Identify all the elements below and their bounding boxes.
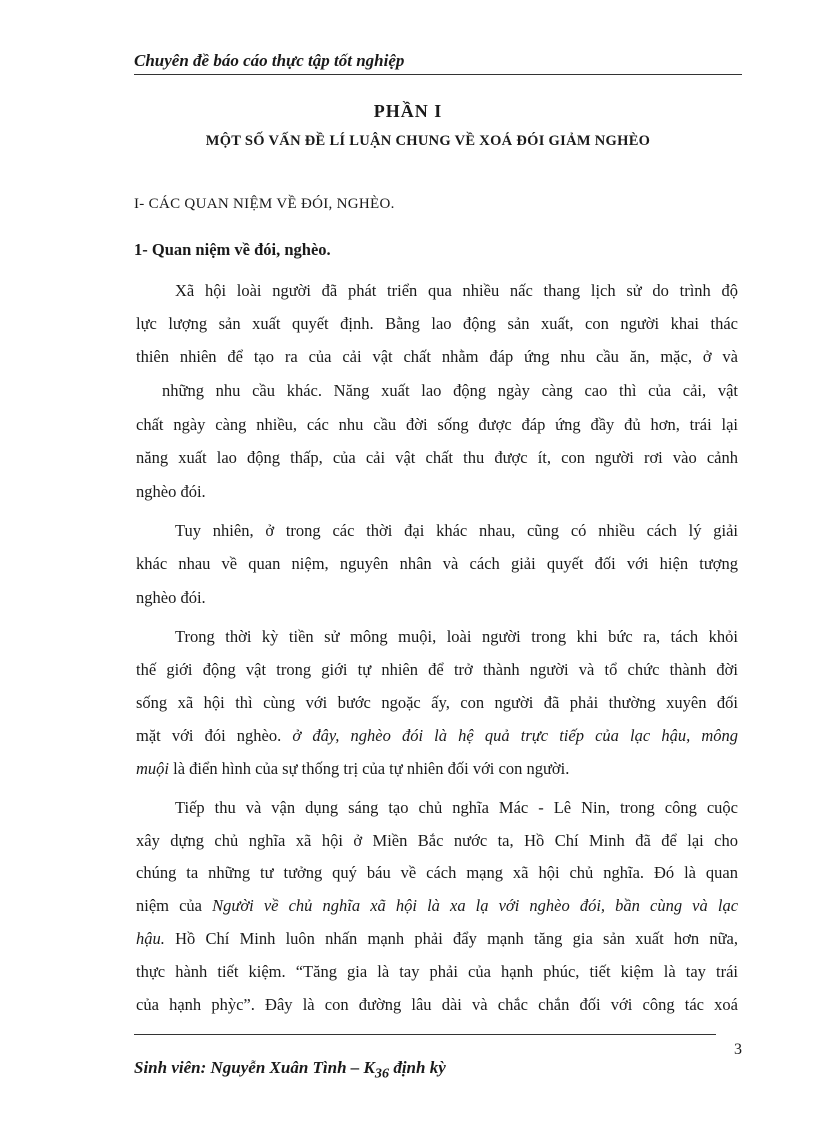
header-title: Chuyên đề báo cáo thực tập tốt nghiệp — [134, 51, 405, 70]
footer-class-subscript: 36 — [374, 1065, 390, 1082]
italic-text-run: ở đây, nghèo đói là hệ quả trực tiếp của lạc hậu, mông — [292, 726, 738, 745]
paragraph-line: lực lượng sản xuất quyết định. Bằng lao động sản xuất, con người khai thác — [136, 314, 738, 333]
footer-author: Sinh viên: Nguyễn Xuân Tình – K — [134, 1058, 375, 1077]
paragraph-line — [136, 928, 738, 950]
page-footer — [134, 1058, 446, 1082]
paragraph-line — [136, 895, 738, 917]
paragraph-line — [136, 758, 738, 780]
paragraph-line: thiên nhiên để tạo ra của cải vật chất nhằm đáp ứng nhu cầu ăn, mặc, ở và — [136, 347, 738, 366]
italic-text-run: muội — [136, 759, 169, 778]
paragraph-line: khác nhau về quan niệm, nguyên nhân và cách giải quyết đối với hiện tượng — [136, 554, 738, 573]
paragraph-line: xây dựng chủ nghĩa xã hội ở Miền Bắc nước ta, Hồ Chí Minh đã để lại cho — [136, 831, 738, 850]
page-header — [134, 50, 742, 75]
footer-divider — [134, 1034, 716, 1035]
paragraph-line: thế giới động vật trong giới tự nhiên để trở thành người và tổ chức thành đời — [136, 660, 738, 679]
text-run: Hồ Chí Minh luôn nhấn mạnh phải đẩy mạnh tăng gia sản xuất hơn nữa, — [175, 929, 738, 948]
paragraph-line: Xã hội loài người đã phát triển qua nhiều nấc thang lịch sử do trình độ — [175, 281, 738, 300]
text-run: mặt với đói nghèo. — [136, 726, 282, 745]
part-title: PHẦN I — [373, 101, 443, 121]
paragraph-line: Tuy nhiên, ở trong các thời đại khác nhau, cũng có nhiều cách lý giải — [175, 521, 738, 540]
paragraph-line: năng xuất lao động thấp, của cải vật chất thu được ít, con người rơi vào cảnh — [136, 448, 738, 467]
paragraph-line — [136, 725, 738, 747]
italic-text-run: Người về chủ nghĩa xã hội là xa lạ với nghèo đói, bần cùng và lạc — [212, 896, 739, 915]
paragraph-line: thực hành tiết kiệm. “Tăng gia là tay phải của hạnh phúc, tiết kiệm là tay trái — [136, 962, 738, 981]
text-run: niệm của — [136, 896, 202, 915]
paragraph-line: những nhu cầu khác. Năng xuất lao động ngày càng cao thì của cải, vật — [162, 381, 738, 400]
page-number: 3 — [734, 1041, 742, 1058]
chapter-title: MỘT SỐ VẤN ĐỀ LÍ LUẬN CHUNG VỀ XOÁ ĐÓI GIẢM NGHÈO — [205, 133, 651, 149]
text-run: là điển hình của sự thống trị của tự nhiên đối với con người. — [173, 759, 570, 778]
section-heading: I- CÁC QUAN NIỆM VỀ ĐÓI, NGHÈO. — [134, 196, 395, 212]
paragraph-line: chúng ta những tư tưởng quý báu về cách mạng xã hội chủ nghĩa. Đó là quan — [136, 863, 738, 882]
paragraph-line: Tiếp thu và vận dụng sáng tạo chủ nghĩa Mác - Lê Nin, trong công cuộc — [175, 798, 738, 817]
footer-class-suffix: định kỳ — [389, 1058, 446, 1077]
paragraph-line: sống xã hội thì cùng với bước ngoặc ấy, con người đã phải thường xuyên đối — [136, 693, 738, 712]
sub-heading: 1- Quan niệm về đói, nghèo. — [134, 240, 331, 259]
paragraph-line: nghèo đói. — [136, 588, 206, 607]
paragraph-line: của hạnh phỳc”. Đây là con đường lâu dài và chắc chắn đối với công tác xoá — [136, 995, 738, 1014]
paragraph-line: nghèo đói. — [136, 482, 206, 501]
paragraph-line: chất ngày càng nhiều, các nhu cầu đời sống được đáp ứng đầy đủ hơn, trái lại — [136, 415, 738, 434]
italic-text-run: hậu. — [136, 929, 165, 948]
paragraph-line: Trong thời kỳ tiền sử mông muội, loài người trong khi bức ra, tách khỏi — [175, 627, 738, 646]
